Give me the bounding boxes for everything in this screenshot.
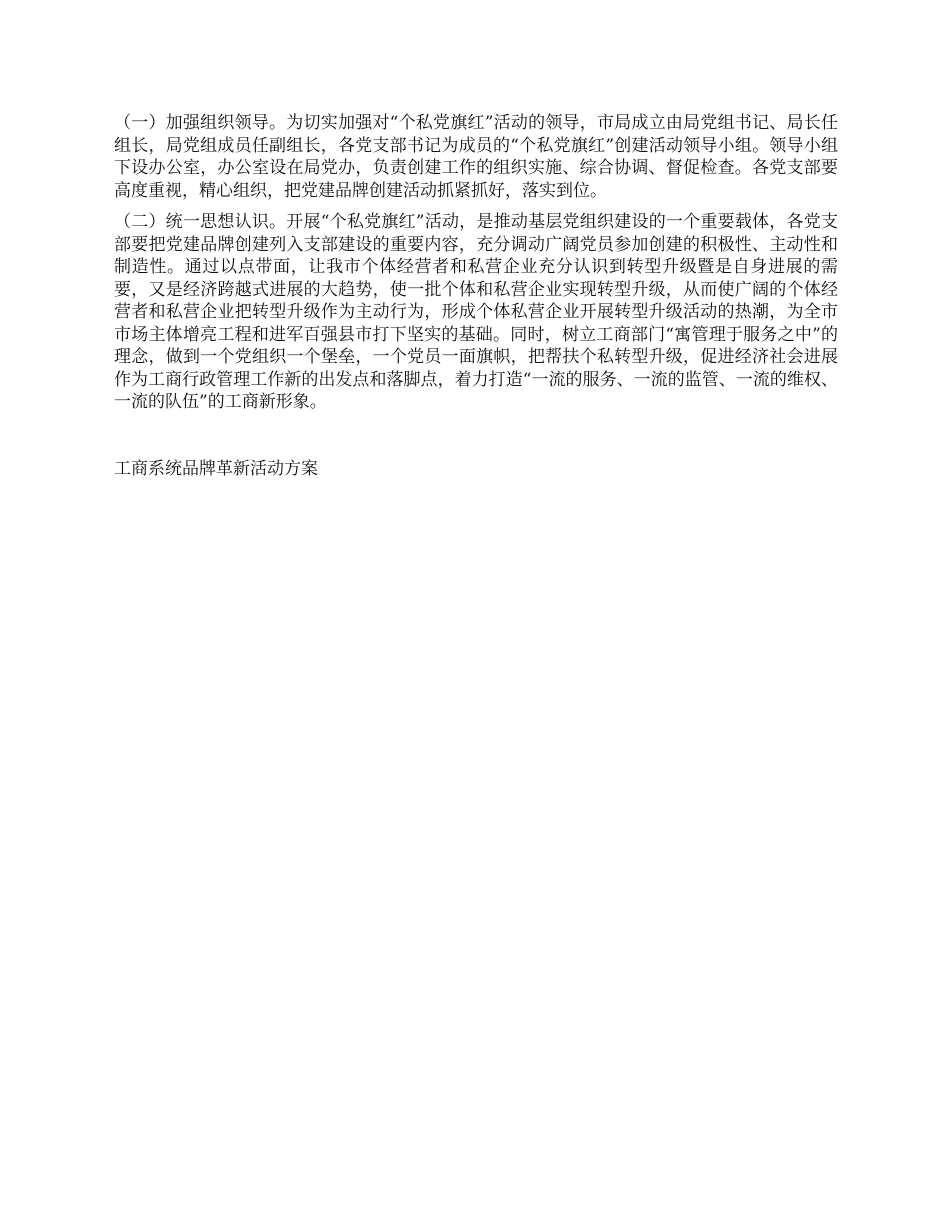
paragraph-unify-thinking: （二）统一思想认识。开展“个私党旗红”活动，是推动基层党组织建设的一个重要载体，各党支部要把党建品牌创建列入支部建设的重要内容，充分调动广阔党员参加创建的积极性、主动性和制造性。通过以点带面，让我市个体经营者和私营企业充分认识到转型升级暨是自身进展的需要，又是经济跨越式进展的大趋势，使一批个体和私营企业实现转型升级，从而使广阔的个体经营者和私营企业把转型升级作为主动行为，形成个体私营企业开展转型升级活动的热潮，为全市市场主体增亮工程和进军百强县市打下坚实的基础。同时，树立工商部门“寓管理于服务之中”的理念，做到一个党组织一个堡垒，一个党员一面旗帜，把帮扶个私转型升级，促进经济社会进展作为工商行政管理工作新的出发点和落脚点，着力打造“一流的服务、一流的监管、一流的维权、一流的队伍”的工商新形象。 (114, 212, 838, 412)
document-body (114, 112, 838, 423)
document-title: 工商系统品牌革新活动方案 (114, 459, 318, 479)
paragraph-organization-leadership: （一）加强组织领导。为切实加强对“个私党旗红”活动的领导，市局成立由局党组书记、局长任组长，局党组成员任副组长，各党支部书记为成员的“个私党旗红”创建活动领导小组。领导小组下设办公室，办公室设在局党办，负责创建工作的组织实施、综合协调、督促检查。各党支部要高度重视，精心组织，把党建品牌创建活动抓紧抓好，落实到位。 (114, 113, 838, 201)
